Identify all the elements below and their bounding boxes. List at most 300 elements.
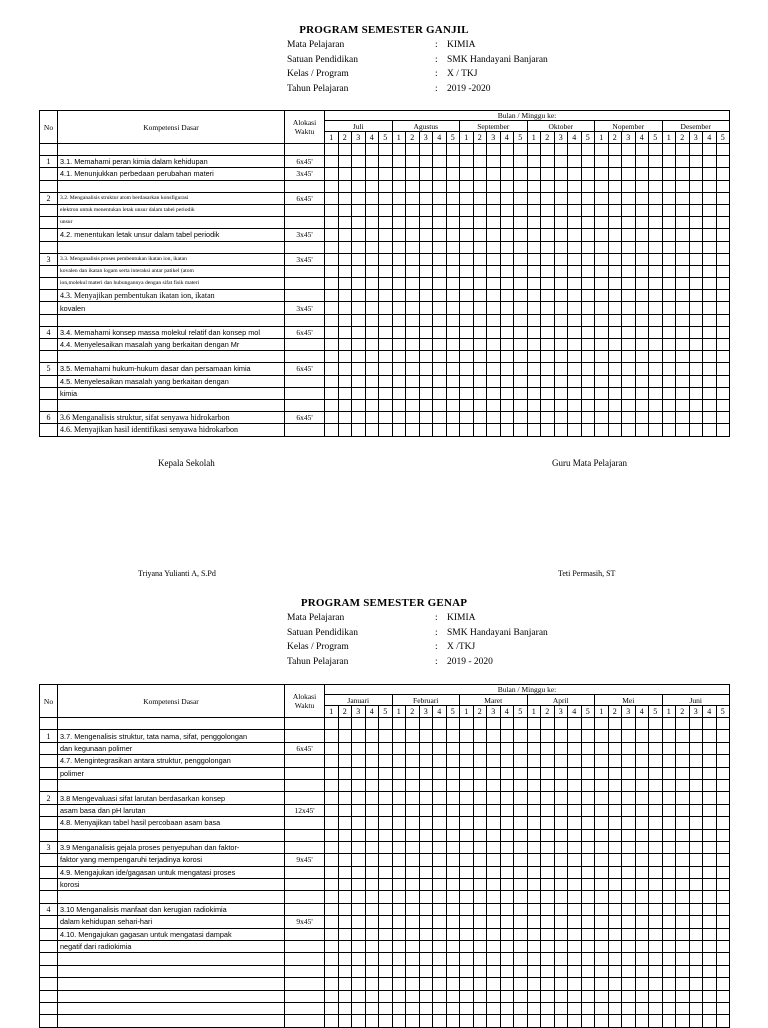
week-cell [554, 730, 568, 742]
week-cell [419, 742, 433, 754]
kompetensi-dasar-cell [58, 829, 285, 841]
week-cell [406, 180, 420, 192]
alokasi-waktu-cell [285, 755, 325, 767]
week-cell [473, 217, 487, 229]
week-cell [527, 387, 541, 399]
week-cell [419, 168, 433, 180]
alokasi-waktu-cell [285, 290, 325, 302]
week-cell [500, 253, 514, 265]
row-number: 1 [40, 730, 58, 742]
week-cell [581, 424, 595, 436]
week-cell [487, 253, 501, 265]
week-cell [581, 879, 595, 891]
week-cell [662, 375, 676, 387]
week-cell [419, 804, 433, 816]
week-cell [568, 891, 582, 903]
week-cell [514, 767, 528, 779]
week-cell [527, 265, 541, 277]
week-cell [446, 180, 460, 192]
row-number [40, 965, 58, 977]
week-cell [365, 755, 379, 767]
week-cell [581, 928, 595, 940]
week-cell [541, 730, 555, 742]
week-cell [676, 253, 690, 265]
week-cell [419, 953, 433, 965]
week-cell [635, 217, 649, 229]
month-header: Mei [595, 695, 663, 706]
week-cell [608, 1015, 622, 1027]
week-cell [635, 779, 649, 791]
week-cell [365, 192, 379, 204]
week-cell [379, 265, 393, 277]
week-cell [446, 204, 460, 216]
week-cell [514, 879, 528, 891]
week-cell [325, 879, 339, 891]
week-cell [365, 180, 379, 192]
alokasi-waktu-cell: 6x45' [285, 412, 325, 424]
week-cell [716, 829, 730, 841]
month-header: Januari [325, 695, 393, 706]
week-cell [608, 817, 622, 829]
week-cell [446, 742, 460, 754]
week-cell [325, 278, 339, 290]
week-cell [473, 841, 487, 853]
week-cell [433, 253, 447, 265]
week-cell [635, 144, 649, 156]
week-cell [487, 326, 501, 338]
week-cell [635, 302, 649, 314]
kompetensi-dasar-cell [58, 351, 285, 363]
row-number: 1 [40, 156, 58, 168]
week-cell [608, 399, 622, 411]
week-cell [649, 314, 663, 326]
week-cell [662, 916, 676, 928]
week-cell [433, 278, 447, 290]
week-cell [379, 278, 393, 290]
week-cell [649, 363, 663, 375]
week-cell [716, 192, 730, 204]
week-cell [514, 144, 528, 156]
week-cell [379, 302, 393, 314]
week-cell [379, 730, 393, 742]
table-row [40, 718, 730, 730]
week-cell [500, 217, 514, 229]
week-cell [676, 879, 690, 891]
week-cell [379, 742, 393, 754]
week-cell [514, 804, 528, 816]
week-cell [433, 965, 447, 977]
week-cell [500, 180, 514, 192]
week-cell [716, 965, 730, 977]
week-cell [716, 168, 730, 180]
week-cell [460, 990, 474, 1002]
alokasi-waktu-cell [285, 891, 325, 903]
alokasi-waktu-cell [285, 375, 325, 387]
week-cell [554, 351, 568, 363]
week-cell [608, 804, 622, 816]
week-cell [460, 817, 474, 829]
week-cell [581, 804, 595, 816]
header-bulan-minggu: Bulan / Minggu ke: [325, 111, 730, 121]
week-cell [325, 854, 339, 866]
week-cell [433, 168, 447, 180]
week-cell [635, 424, 649, 436]
week-cell [716, 978, 730, 990]
week-cell [392, 990, 406, 1002]
week-cell [527, 730, 541, 742]
week-cell [716, 278, 730, 290]
alokasi-waktu-cell [285, 217, 325, 229]
week-cell [716, 204, 730, 216]
week-cell [716, 953, 730, 965]
week-cell [325, 755, 339, 767]
week-cell [649, 180, 663, 192]
week-cell [581, 941, 595, 953]
info-row-subject [287, 611, 548, 626]
week-cell [622, 978, 636, 990]
week-cell [352, 387, 366, 399]
week-cell [703, 399, 717, 411]
week-cell [433, 916, 447, 928]
week-cell [419, 192, 433, 204]
kompetensi-dasar-cell [58, 180, 285, 192]
week-cell [649, 204, 663, 216]
week-cell [581, 278, 595, 290]
week-cell [365, 229, 379, 241]
week-cell [554, 192, 568, 204]
week-cell [487, 742, 501, 754]
alokasi-waktu-cell [285, 339, 325, 351]
week-cell [676, 953, 690, 965]
week-cell [595, 718, 609, 730]
info-row-school [287, 626, 548, 641]
week-cell [392, 903, 406, 915]
week-cell [622, 990, 636, 1002]
week-number: 4 [433, 132, 447, 144]
week-cell [433, 363, 447, 375]
week-cell [487, 891, 501, 903]
week-cell [500, 866, 514, 878]
week-cell [662, 412, 676, 424]
week-cell [703, 424, 717, 436]
week-cell [541, 278, 555, 290]
week-cell [689, 339, 703, 351]
week-number: 2 [541, 706, 555, 718]
week-cell [514, 424, 528, 436]
week-cell [541, 204, 555, 216]
week-cell [406, 217, 420, 229]
week-cell [716, 841, 730, 853]
week-number: 4 [500, 706, 514, 718]
week-cell [406, 928, 420, 940]
week-cell [365, 387, 379, 399]
week-cell [568, 424, 582, 436]
week-cell [689, 916, 703, 928]
week-cell [689, 1002, 703, 1014]
week-number: 2 [473, 706, 487, 718]
week-cell [419, 253, 433, 265]
week-cell [352, 180, 366, 192]
week-cell [554, 156, 568, 168]
week-cell [554, 817, 568, 829]
week-cell [338, 412, 352, 424]
week-cell [379, 339, 393, 351]
week-cell [541, 891, 555, 903]
week-number: 3 [554, 706, 568, 718]
week-cell [649, 399, 663, 411]
week-cell [487, 339, 501, 351]
week-cell [473, 375, 487, 387]
row-number [40, 339, 58, 351]
week-cell [649, 302, 663, 314]
week-cell [568, 387, 582, 399]
week-cell [460, 253, 474, 265]
week-cell [460, 302, 474, 314]
week-cell [460, 804, 474, 816]
row-number [40, 829, 58, 841]
week-cell [392, 351, 406, 363]
kompetensi-dasar-cell [58, 965, 285, 977]
week-cell [514, 326, 528, 338]
week-cell [406, 767, 420, 779]
week-cell [338, 351, 352, 363]
week-cell [379, 779, 393, 791]
table-row [40, 290, 730, 302]
week-cell [419, 339, 433, 351]
week-cell [649, 779, 663, 791]
week-cell [568, 192, 582, 204]
week-cell [433, 326, 447, 338]
week-cell [689, 144, 703, 156]
week-cell [365, 265, 379, 277]
week-cell [568, 1015, 582, 1027]
week-cell [662, 903, 676, 915]
row-number: 3 [40, 841, 58, 853]
week-cell [608, 168, 622, 180]
info-row-subject [287, 38, 548, 53]
week-cell [365, 866, 379, 878]
week-number: 1 [392, 132, 406, 144]
week-cell [608, 180, 622, 192]
week-cell [365, 990, 379, 1002]
alokasi-waktu-cell: 9x45' [285, 916, 325, 928]
week-cell [554, 241, 568, 253]
week-cell [662, 363, 676, 375]
week-cell [487, 387, 501, 399]
week-cell [352, 854, 366, 866]
week-cell [406, 351, 420, 363]
row-number [40, 804, 58, 816]
week-cell [622, 730, 636, 742]
week-cell [365, 730, 379, 742]
week-cell [608, 326, 622, 338]
week-cell [595, 278, 609, 290]
week-cell [662, 217, 676, 229]
week-cell [433, 718, 447, 730]
alokasi-waktu-cell [285, 265, 325, 277]
week-cell [406, 953, 420, 965]
week-cell [703, 916, 717, 928]
week-cell [649, 424, 663, 436]
row-number [40, 1015, 58, 1027]
week-cell [662, 253, 676, 265]
week-cell [703, 351, 717, 363]
week-cell [487, 399, 501, 411]
month-header: September [460, 121, 528, 132]
week-cell [338, 866, 352, 878]
week-cell [716, 755, 730, 767]
week-cell [433, 841, 447, 853]
week-number: 2 [608, 706, 622, 718]
week-cell [554, 217, 568, 229]
week-cell [689, 978, 703, 990]
week-cell [662, 278, 676, 290]
week-cell [419, 156, 433, 168]
week-cell [433, 817, 447, 829]
week-cell [595, 387, 609, 399]
week-cell [568, 314, 582, 326]
week-number: 3 [554, 132, 568, 144]
week-cell [446, 792, 460, 804]
week-cell [527, 804, 541, 816]
week-cell [689, 302, 703, 314]
week-cell [541, 241, 555, 253]
week-cell [662, 829, 676, 841]
week-cell [500, 192, 514, 204]
week-cell [662, 424, 676, 436]
week-cell [433, 204, 447, 216]
week-cell [716, 387, 730, 399]
week-cell [379, 804, 393, 816]
week-cell [676, 412, 690, 424]
week-cell [703, 829, 717, 841]
week-cell [433, 928, 447, 940]
row-number [40, 302, 58, 314]
week-cell [379, 903, 393, 915]
week-cell [622, 718, 636, 730]
week-cell [541, 903, 555, 915]
week-cell [352, 817, 366, 829]
week-cell [608, 953, 622, 965]
week-cell [703, 879, 717, 891]
week-cell [446, 217, 460, 229]
week-cell [703, 192, 717, 204]
week-cell [325, 779, 339, 791]
week-cell [595, 841, 609, 853]
week-cell [649, 412, 663, 424]
week-cell [514, 339, 528, 351]
week-cell [365, 767, 379, 779]
week-cell [541, 767, 555, 779]
week-cell [608, 978, 622, 990]
week-cell [379, 217, 393, 229]
week-cell [473, 302, 487, 314]
week-cell [433, 941, 447, 953]
week-cell [716, 290, 730, 302]
alokasi-waktu-cell [285, 829, 325, 841]
week-cell [568, 978, 582, 990]
week-cell [338, 965, 352, 977]
week-cell [622, 817, 636, 829]
week-cell [514, 351, 528, 363]
week-cell [433, 767, 447, 779]
week-number: 3 [419, 706, 433, 718]
week-cell [703, 767, 717, 779]
week-cell [406, 265, 420, 277]
week-cell [595, 412, 609, 424]
week-cell [676, 204, 690, 216]
week-cell [460, 387, 474, 399]
week-cell [406, 829, 420, 841]
alokasi-waktu-cell: 6x45' [285, 326, 325, 338]
week-cell [338, 854, 352, 866]
week-cell [568, 965, 582, 977]
week-cell [487, 241, 501, 253]
week-cell [446, 829, 460, 841]
week-cell [716, 144, 730, 156]
week-cell [325, 941, 339, 953]
week-cell [622, 241, 636, 253]
info-row-year [287, 655, 548, 670]
week-cell [676, 375, 690, 387]
week-cell [338, 928, 352, 940]
week-cell [541, 965, 555, 977]
week-cell [514, 718, 528, 730]
week-cell [635, 363, 649, 375]
week-cell [689, 891, 703, 903]
week-cell [527, 755, 541, 767]
week-cell [649, 229, 663, 241]
week-cell [338, 755, 352, 767]
week-cell [608, 351, 622, 363]
week-cell [392, 804, 406, 816]
week-cell [392, 302, 406, 314]
week-cell [352, 399, 366, 411]
week-cell [392, 965, 406, 977]
week-cell [649, 156, 663, 168]
week-cell [608, 841, 622, 853]
week-cell [352, 767, 366, 779]
week-cell [622, 742, 636, 754]
week-cell [325, 978, 339, 990]
week-cell [325, 792, 339, 804]
week-cell [379, 290, 393, 302]
week-cell [662, 314, 676, 326]
week-cell [460, 866, 474, 878]
week-number: 1 [392, 706, 406, 718]
week-cell [473, 718, 487, 730]
week-cell [433, 879, 447, 891]
row-number [40, 180, 58, 192]
week-cell [662, 339, 676, 351]
row-number [40, 953, 58, 965]
week-cell [635, 326, 649, 338]
week-cell [514, 779, 528, 791]
week-cell [392, 1002, 406, 1014]
week-cell [365, 916, 379, 928]
row-number [40, 854, 58, 866]
week-cell [352, 1015, 366, 1027]
week-cell [392, 144, 406, 156]
week-cell [446, 903, 460, 915]
week-cell [635, 767, 649, 779]
week-cell [379, 168, 393, 180]
table-row [40, 928, 730, 940]
week-cell [460, 730, 474, 742]
week-cell [392, 978, 406, 990]
week-cell [446, 965, 460, 977]
week-cell [716, 302, 730, 314]
